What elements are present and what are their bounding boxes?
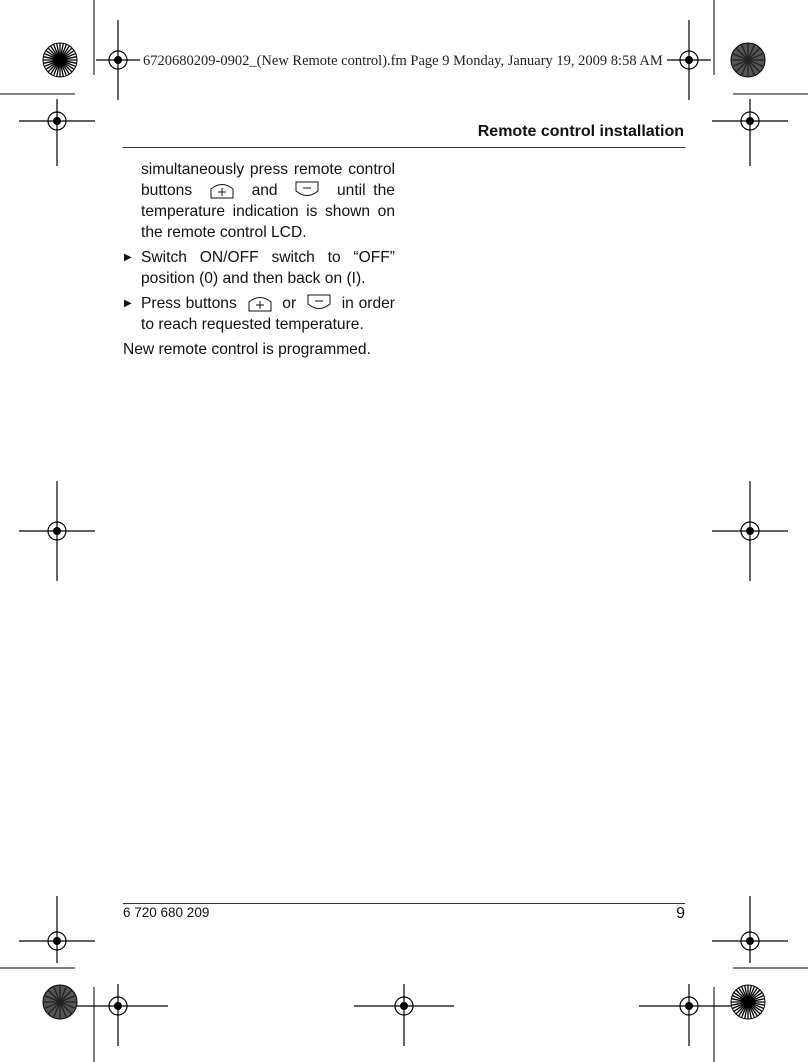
starburst-mark [43, 985, 77, 1019]
registration-target [712, 99, 788, 166]
closing-note: New remote control is programmed. [123, 341, 371, 358]
step-text: until the temperature indication is shown on the remote control LCD. [141, 182, 395, 241]
continued-step [123, 159, 395, 243]
step-text: in order to reach requested temperature. [141, 295, 395, 333]
list-item [123, 247, 395, 289]
registration-target [68, 984, 168, 1046]
minus-key-icon [307, 294, 331, 312]
page-number: 9 [676, 905, 685, 922]
document-number: 6 720 680 209 [123, 905, 210, 920]
starburst-mark [43, 43, 77, 77]
minus-key-icon [295, 181, 319, 199]
print-info-line: 6720680209-0902_(New Remote control).fm Page 9 Monday, January 19, 2009 8:58 AM [143, 53, 663, 69]
list-item [123, 293, 395, 335]
header-rule [123, 147, 685, 148]
registration-target [19, 99, 95, 166]
step-text: Press buttons [141, 295, 237, 312]
step-text: and [251, 182, 278, 199]
step-text: or [282, 295, 297, 312]
step-text: simultaneously press remote control buttons [141, 161, 395, 199]
triangle-right-icon: ▶ [124, 252, 132, 263]
registration-target [712, 896, 788, 963]
plus-key-icon [248, 294, 272, 312]
footer-rule [123, 903, 685, 904]
registration-target [639, 984, 739, 1046]
instruction-content [123, 159, 395, 360]
starburst-mark [731, 985, 765, 1019]
starburst-mark [731, 43, 765, 77]
plus-key-icon [210, 181, 234, 199]
triangle-right-icon: ▶ [124, 298, 132, 309]
page-header-title: Remote control installation [477, 123, 684, 140]
registration-target [19, 896, 95, 963]
step-text: Switch ON/OFF switch to “OFF” position (0) and then back on (I). [141, 249, 395, 287]
registration-target [354, 984, 454, 1046]
